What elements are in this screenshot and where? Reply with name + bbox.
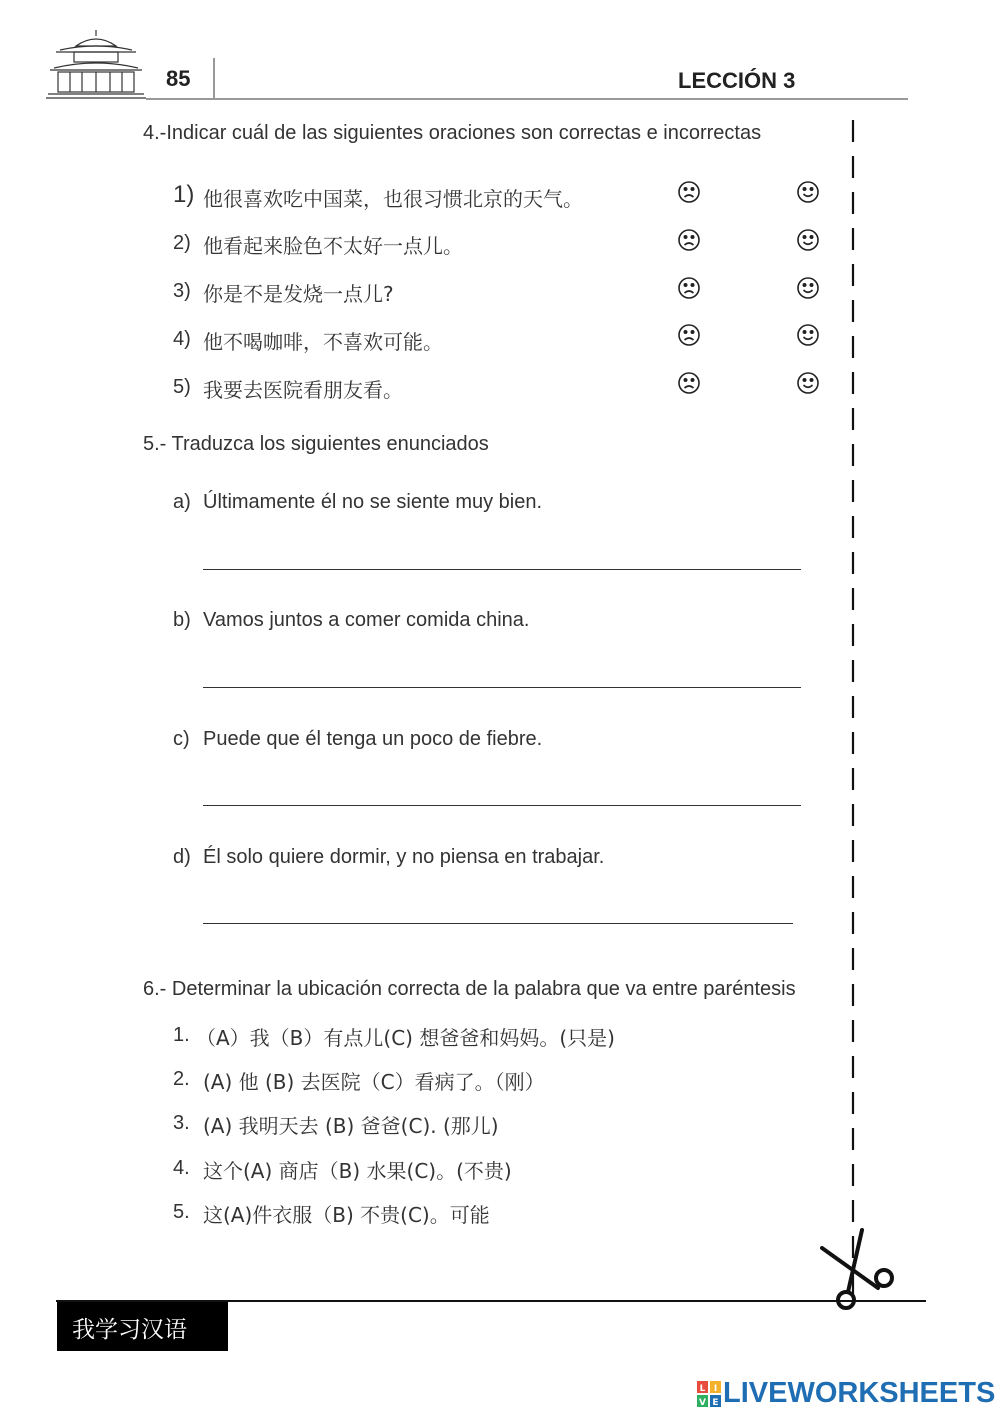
sad-face-icon[interactable]	[677, 228, 701, 252]
s6-item2-text: (A) 他 (B) 去医院（C）看病了。（刚）	[203, 1070, 545, 1094]
scissors-icon	[818, 1226, 898, 1310]
s4-item1-text: 他很喜欢吃中国菜，也很习惯北京的天气。	[203, 187, 583, 211]
s5-item-b-num: b)	[173, 609, 191, 631]
happy-face-icon[interactable]	[796, 228, 820, 252]
s4-item5-num: 5)	[173, 376, 191, 398]
s6-item4-num: 4.	[173, 1157, 190, 1179]
badge-letter-l: L	[699, 1384, 706, 1394]
answer-line-c[interactable]	[203, 805, 801, 806]
section6-title: 6.- Determinar la ubicación correcta de la palabra que va entre paréntesis	[143, 978, 796, 1000]
happy-face-icon[interactable]	[796, 180, 820, 204]
s4-item2-text: 他看起来脸色不太好一点儿。	[203, 234, 463, 258]
s5-item-c-num: c)	[173, 728, 190, 750]
s4-item3-num: 3)	[173, 280, 191, 302]
s5-item-b-text: Vamos juntos a comer comida china.	[203, 609, 530, 631]
s5-item-a-num: a)	[173, 491, 191, 513]
liveworksheets-logo[interactable]: LIVEWORKSHEETS	[723, 1377, 996, 1409]
badge-letter-v: V	[699, 1398, 706, 1407]
happy-face-icon[interactable]	[796, 323, 820, 347]
footer-label: 我学习汉语	[72, 1317, 187, 1343]
s6-item2-num: 2.	[173, 1068, 190, 1090]
s4-item4-text: 他不喝咖啡，不喜欢可能。	[203, 330, 443, 354]
section5-title: 5.- Traduzca los siguientes enunciados	[143, 433, 489, 455]
header-rule	[146, 98, 908, 100]
temple-illustration	[46, 28, 146, 102]
s4-item3-text: 你是不是发烧一点儿?	[203, 282, 394, 306]
s6-item5-num: 5.	[173, 1201, 190, 1223]
badge-letter-i: I	[713, 1384, 718, 1394]
s4-item2-num: 2)	[173, 232, 191, 254]
sad-face-icon[interactable]	[677, 276, 701, 300]
header-divider	[213, 58, 215, 100]
s4-item1-num: 1)	[173, 181, 195, 208]
page-number: 85	[166, 66, 191, 91]
s6-item1-num: 1.	[173, 1024, 190, 1046]
s6-item3-num: 3.	[173, 1112, 190, 1134]
s6-item1-text: （A）我（B）有点儿(C) 想爸爸和妈妈。(只是)	[196, 1026, 615, 1050]
answer-line-b[interactable]	[203, 687, 801, 688]
happy-face-icon[interactable]	[796, 276, 820, 300]
badge-letter-e: E	[712, 1398, 719, 1407]
s6-item4-text: 这个(A) 商店（B) 水果(C)。(不贵)	[203, 1159, 512, 1183]
sad-face-icon[interactable]	[677, 323, 701, 347]
s6-item5-text: 这(A)件衣服（B) 不贵(C)。可能	[203, 1203, 490, 1227]
s4-item5-text: 我要去医院看朋友看。	[203, 378, 403, 402]
s5-item-c-text: Puede que él tenga un poco de fiebre.	[203, 728, 543, 750]
liveworksheets-badge-icon	[697, 1381, 721, 1407]
sad-face-icon[interactable]	[677, 180, 701, 204]
lesson-title: LECCIÓN 3	[678, 68, 796, 93]
section4-title: 4.-Indicar cuál de las siguientes oraciones son correctas e incorrectas	[143, 122, 762, 144]
answer-line-a[interactable]	[203, 569, 801, 570]
cut-line	[851, 120, 855, 1305]
answer-line-d[interactable]	[203, 923, 793, 924]
s6-item3-text: (A) 我明天去 (B) 爸爸(C). (那儿)	[203, 1114, 499, 1138]
s5-item-a-text: Últimamente él no se siente muy bien.	[203, 491, 543, 513]
s5-item-d-text: Él solo quiere dormir, y no piensa en trabajar.	[203, 846, 605, 868]
s4-item4-num: 4)	[173, 328, 191, 350]
sad-face-icon[interactable]	[677, 371, 701, 395]
happy-face-icon[interactable]	[796, 371, 820, 395]
s5-item-d-num: d)	[173, 846, 191, 868]
